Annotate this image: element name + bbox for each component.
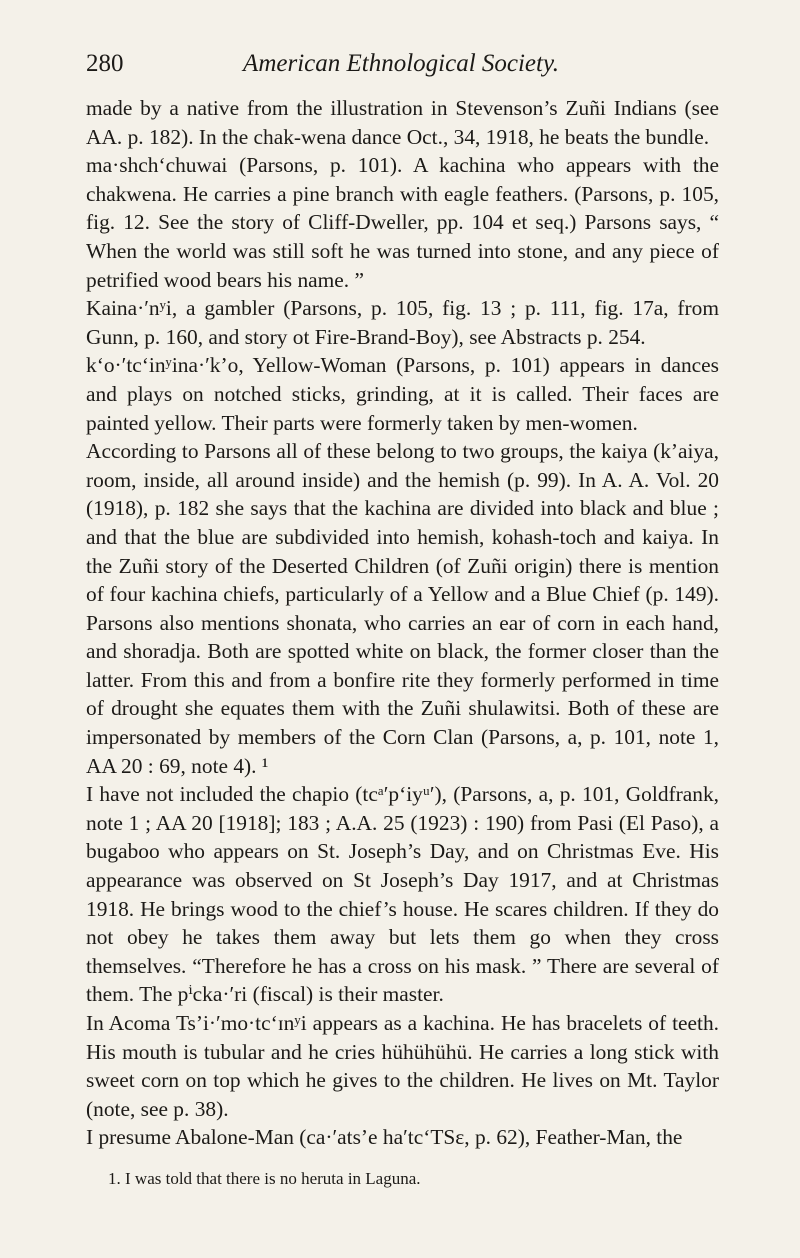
paragraph: k‘o·′tc‘inʸina·′k’o, Yellow-Woman (Parsons, p. 101) appears in dances and plays on notched sticks, grinding, at it is called. Their faces are painted yellow. Their parts were formerly taken by men-women.	[86, 353, 719, 435]
paragraph: I presume Abalone-Man (ca·′ats’e ha′tc‘TSε, p. 62), Feather-Man, the	[86, 1125, 683, 1150]
paragraph: Kaina·′nʸi, a gambler (Parsons, p. 105, fig. 13 ; p. 111, fig. 17a, from Gunn, p. 160, and story ot Fire-Brand-Boy), see Abstracts p. 254.	[86, 296, 719, 349]
running-title: American Ethnological Society.	[243, 50, 559, 77]
paragraph: made by a native from the illustration in Stevenson’s Zuñi Indians (see AA. p. 182). In the chak-wena dance Oct., 34, 1918, he beats the bundle.	[86, 96, 719, 149]
paragraph: ma·shch‘chuwai (Parsons, p. 101). A kachina who appears with the chakwena. He carries a pine branch with eagle feathers. (Parsons, p. 105, fig. 12. See the story of Cliff-Dweller, pp. 104 et seq.) Parsons says, “ When the world was still soft he was turned into stone, and any piece of petrified wood bears his name. ”	[86, 153, 719, 292]
paragraph: I have not included the chapio (tcᵃ′p‘iyᵘ′), (Parsons, a, p. 101, Goldfrank, note 1 ; AA 20 [1918]; 183 ; A.A. 25 (1923) : 190) from Pasi (El Paso), a bugaboo who appears on St. Joseph’s Day, and on Christmas Eve. His appearance was observed on St Joseph’s Day 1917, and at Christmas 1918. He brings wood to the chief’s house. He scares children. If they do not obey he takes them away but lets them go when they cross themselves. “Therefore he has a cross on his mask. ” There are several of them. The pⁱcka·′ri (fiscal) is their master.	[86, 782, 719, 1007]
footnote: 1. I was told that there is no heruta in Laguna.	[108, 1169, 421, 1188]
paragraph: According to Parsons all of these belong to two groups, the kaiya (k’aiya, room, inside, all around inside) and the hemish (p. 99). In A. A. Vol. 20 (1918), p. 182 she says that the kachina are divided into black and blue ; and that the blue are subdivided into hemish, kohash-toch and kaiya. In the Zuñi story of the Deserted Children (of Zuñi origin) there is mention of four kachina chiefs, particularly of a Yellow and a Blue Chief (p. 149). Parsons also mentions shonata, who carries an ear of corn in each hand, and shoradja. Both are spotted white on black, the former closer than the latter. From this and from a bonfire rite they formerly performed in time of drought she equates them with the Zuñi shulawitsi. Both of these are impersonated by members of the Corn Clan (Parsons, a, p. 101, note 1, AA 20 : 69, note 4). ¹	[86, 439, 719, 778]
paragraph: In Acoma Ts’i·′mo·tc‘ɪnʸi appears as a kachina. He has bracelets of teeth. His mouth is tubular and he cries hühühühü. He carries a long stick with sweet corn on top which he gives to the children. He lives on Mt. Taylor (note, see p. 38).	[86, 1011, 719, 1121]
main-text	[86, 94, 719, 1152]
page-header	[86, 50, 716, 84]
page-number: 280	[86, 50, 124, 77]
